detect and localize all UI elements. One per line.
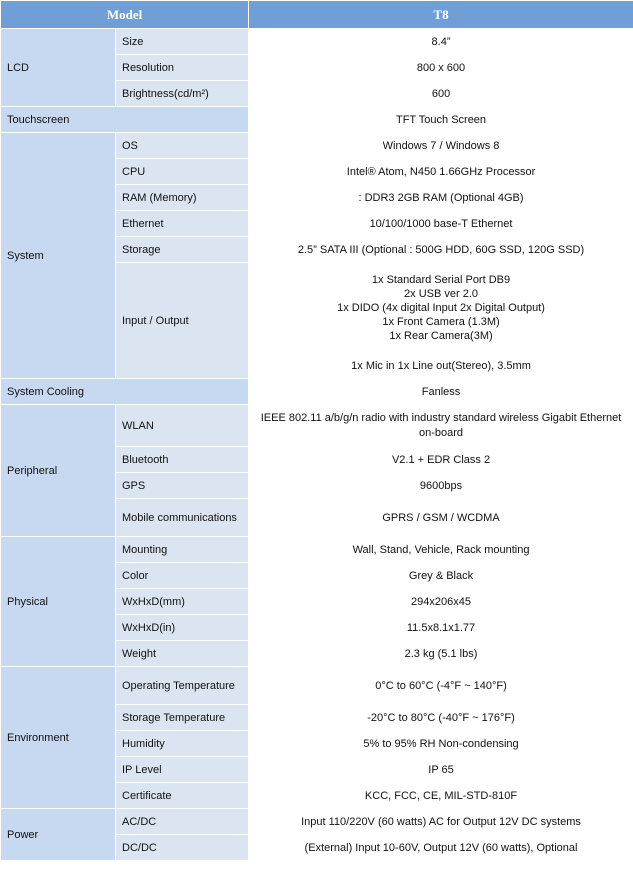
spec-value: 294x206x45	[249, 589, 633, 615]
spec-value: GPRS / GSM / WCDMA	[249, 499, 633, 537]
group-touchscreen: Touchscreen	[1, 107, 249, 133]
io-line: 1x Standard Serial Port DB9	[371, 273, 511, 286]
spec-value: 2.5” SATA III (Optional : 500G HDD, 60G SSD, 120G SSD)	[249, 237, 633, 263]
spec-label: WxHxD(in)	[116, 615, 249, 641]
table-row	[1, 29, 633, 55]
spec-label: Storage	[116, 237, 249, 263]
table-row	[1, 809, 633, 835]
spec-value: 600	[249, 81, 633, 107]
spec-label: Resolution	[116, 55, 249, 81]
spec-value: 11.5x8.1x1.77	[249, 615, 633, 641]
table-row	[1, 537, 633, 563]
spec-value: 5% to 95% RH Non-condensing	[249, 731, 633, 757]
spec-value: 10/100/1000 base-T Ethernet	[249, 211, 633, 237]
spec-value: 8.4”	[249, 29, 633, 55]
spec-label: Operating Temperature	[116, 667, 249, 705]
io-line: 2x USB ver 2.0	[404, 287, 478, 300]
io-line: 1x Rear Camera(3M)	[389, 329, 493, 342]
spec-value: : DDR3 2GB RAM (Optional 4GB)	[249, 185, 633, 211]
io-value	[249, 263, 633, 353]
spec-label: DC/DC	[116, 835, 249, 861]
spec-label: IP Level	[116, 757, 249, 783]
spec-label: Bluetooth	[116, 447, 249, 473]
spec-value: Wall, Stand, Vehicle, Rack mounting	[249, 537, 633, 563]
group-lcd: LCD	[1, 29, 116, 107]
spec-label: WxHxD(mm)	[116, 589, 249, 615]
spec-value: KCC, FCC, CE, MIL-STD-810F	[249, 783, 633, 809]
table-row	[1, 379, 633, 405]
spec-label: Certificate	[116, 783, 249, 809]
spec-label: Ethernet	[116, 211, 249, 237]
spec-label: OS	[116, 133, 249, 159]
spec-label: CPU	[116, 159, 249, 185]
spec-value: 1x Mic in 1x Line out(Stereo), 3.5mm	[249, 353, 633, 379]
table-row	[1, 107, 633, 133]
group-cooling: System Cooling	[1, 379, 249, 405]
spec-label: GPS	[116, 473, 249, 499]
spec-label: Color	[116, 563, 249, 589]
spec-value: 9600bps	[249, 473, 633, 499]
spec-label: AC/DC	[116, 809, 249, 835]
spec-label: Weight	[116, 641, 249, 667]
spec-label: Size	[116, 29, 249, 55]
model-header: Model	[1, 1, 249, 29]
spec-value: Windows 7 / Windows 8	[249, 133, 633, 159]
group-power: Power	[1, 809, 116, 861]
spec-value: 800 x 600	[249, 55, 633, 81]
model-value: T8	[249, 1, 633, 29]
spec-label: WLAN	[116, 405, 249, 447]
header-row	[1, 1, 633, 29]
io-line: 1x DIDO (4x digital Input 2x Digital Output)	[337, 301, 545, 314]
spec-label: Mounting	[116, 537, 249, 563]
spec-label: Humidity	[116, 731, 249, 757]
spec-value: TFT Touch Screen	[249, 107, 633, 133]
spec-label: Brightness(cd/m²)	[116, 81, 249, 107]
spec-value: IP 65	[249, 757, 633, 783]
spec-value: (External) Input 10-60V, Output 12V (60 watts), Optional	[249, 835, 633, 861]
spec-label: Storage Temperature	[116, 705, 249, 731]
spec-value: -20°C to 80°C (-40°F ~ 176°F)	[249, 705, 633, 731]
spec-label: RAM (Memory)	[116, 185, 249, 211]
spec-value: 0°C to 60°C (-4°F ~ 140°F)	[249, 667, 633, 705]
spec-value: Fanless	[249, 379, 633, 405]
spec-value: Intel® Atom, N450 1.66GHz Processor	[249, 159, 633, 185]
spec-label: Mobile communications	[116, 499, 249, 537]
table-row	[1, 133, 633, 159]
table-row	[1, 667, 633, 705]
spec-label: Input / Output	[116, 263, 249, 379]
group-peripheral: Peripheral	[1, 405, 116, 537]
spec-value: Grey & Black	[249, 563, 633, 589]
io-line: 1x Front Camera (1.3M)	[382, 315, 500, 328]
spec-value: IEEE 802.11 a/b/g/n radio with industry standard wireless Gigabit Ethernet on-board	[249, 405, 633, 447]
group-system: System	[1, 133, 116, 379]
spec-value: Input 110/220V (60 watts) AC for Output 12V DC systems	[249, 809, 633, 835]
spec-value: 2.3 kg (5.1 lbs)	[249, 641, 633, 667]
group-environment: Environment	[1, 667, 116, 809]
table-row	[1, 405, 633, 447]
group-physical: Physical	[1, 537, 116, 667]
spec-value: V2.1 + EDR Class 2	[249, 447, 633, 473]
